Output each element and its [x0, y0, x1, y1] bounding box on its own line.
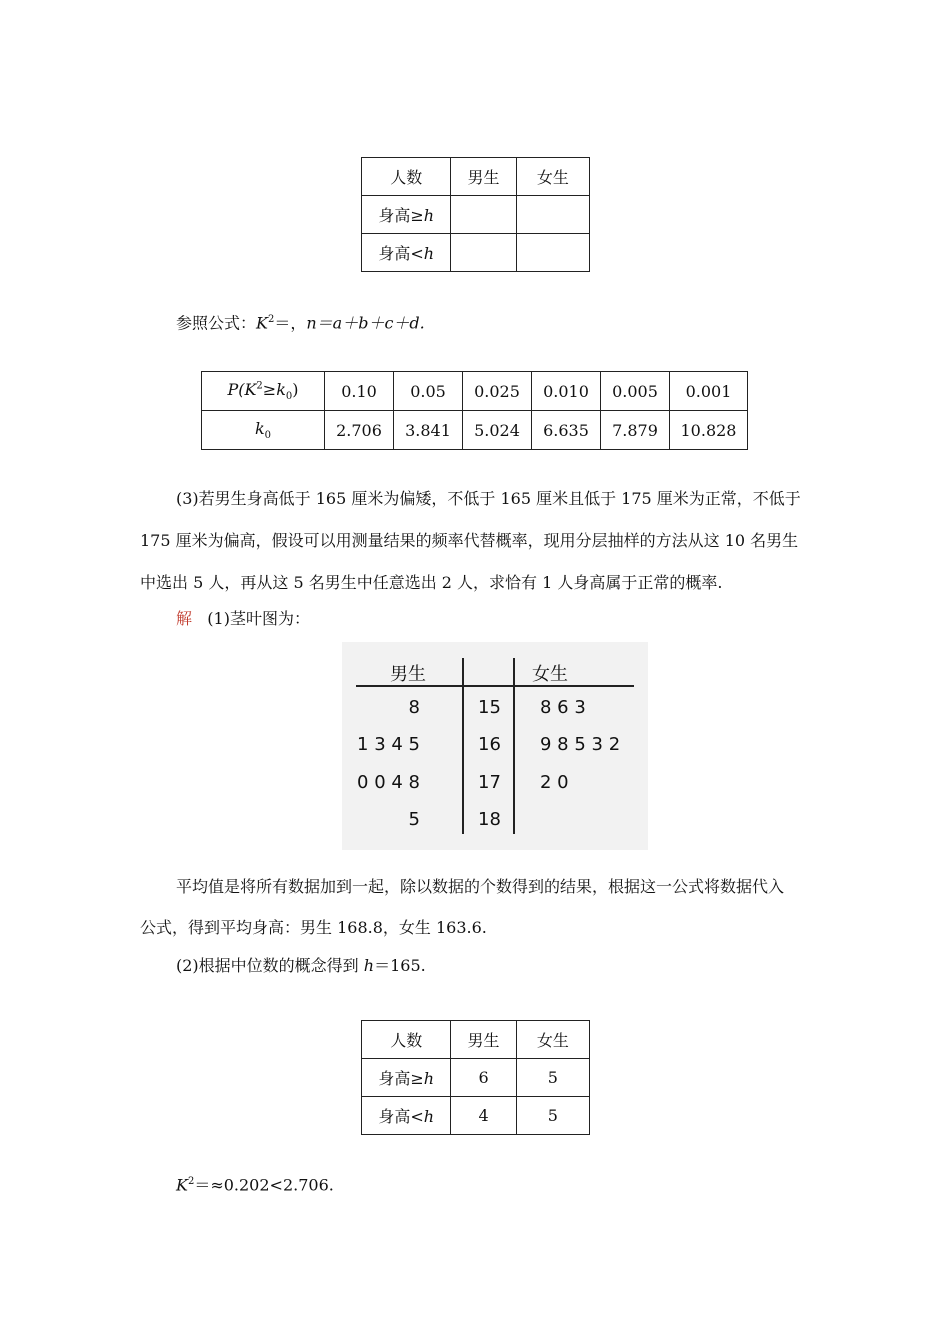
table-cell: 2.706 — [325, 411, 394, 450]
table-row-label: 身高≥h — [362, 1059, 451, 1097]
table-header: 女生 — [516, 158, 589, 196]
table-cell — [451, 234, 516, 272]
stem-leaf-right-leaves: 9 8 5 3 2 — [540, 734, 621, 755]
table-cell: 4 — [451, 1097, 516, 1135]
contingency-table-filled — [361, 1020, 590, 1135]
stem-leaf-left-leaves: 5 — [408, 809, 420, 830]
solution-label: 解 — [176, 609, 193, 628]
table-cell: 0.005 — [601, 372, 670, 411]
table-cell: 5 — [516, 1059, 589, 1097]
table-cell: 0.10 — [325, 372, 394, 411]
table-cell: 3.841 — [394, 411, 463, 450]
problem-3-line-1: (3)若男生身高低于 165 厘米为偏矮，不低于 165 厘米且低于 175 厘米为正常，不低于 — [176, 489, 801, 508]
stem-leaf-left-leaves: 8 — [408, 697, 420, 718]
stem-leaf-right-leaves: 2 0 — [540, 772, 569, 793]
table-cell: 5.024 — [463, 411, 532, 450]
contingency-table-empty — [361, 157, 590, 272]
table-cell: 5 — [516, 1097, 589, 1135]
table-row-label: 身高≥h — [362, 196, 451, 234]
stem-leaf-stem: 18 — [478, 809, 501, 830]
table-cell: 6.635 — [532, 411, 601, 450]
table-cell — [516, 234, 589, 272]
stem-leaf-left-divider — [462, 658, 464, 834]
solution-intro: 解 (1)茎叶图为： — [176, 609, 310, 628]
table-cell: 6 — [451, 1059, 516, 1097]
table-cell: 0.010 — [532, 372, 601, 411]
stem-leaf-stem: 15 — [478, 697, 501, 718]
chi-square-result: $K^2=\approx 0.202<2.706$. — [176, 1175, 334, 1195]
part-2-median: (2)根据中位数的概念得到 h＝165. — [176, 956, 426, 975]
stem-leaf-right-divider — [513, 658, 515, 834]
table-row-label: 身高<h — [362, 234, 451, 272]
stem-leaf-stem: 17 — [478, 772, 501, 793]
stem-leaf-left-leaves: 1 3 4 5 — [357, 734, 420, 755]
mean-line-1: 平均值是将所有数据加到一起，除以数据的个数得到的结果，根据这一公式将数据代入 — [176, 877, 785, 896]
stem-leaf-right-header: 女生 — [532, 664, 568, 685]
reference-formula: 参照公式：$K^2=$，n＝a＋b＋c＋d. — [176, 313, 425, 333]
table-cell — [516, 196, 589, 234]
stem-leaf-stem: 16 — [478, 734, 501, 755]
table-header: 女生 — [516, 1021, 589, 1059]
table-cell: 0.05 — [394, 372, 463, 411]
critical-value-table — [201, 371, 748, 450]
table-header: 人数 — [362, 1021, 451, 1059]
problem-3-line-3: 中选出 5 人，再从这 5 名男生中任意选出 2 人，求恰有 1 人身高属于正常的概率. — [140, 573, 723, 592]
table-cell: 7.879 — [601, 411, 670, 450]
problem-3-line-2: 175 厘米为偏高，假设可以用测量结果的频率代替概率，现用分层抽样的方法从这 10 名男生 — [140, 531, 799, 550]
stem-leaf-right-leaves: 8 6 3 — [540, 697, 586, 718]
mean-line-2: 公式，得到平均身高：男生 168.8，女生 163.6. — [140, 918, 487, 937]
table-row-label: $k_0$ — [202, 411, 325, 450]
table-cell: 0.025 — [463, 372, 532, 411]
stem-leaf-header-divider — [356, 685, 634, 687]
stem-leaf-left-header: 男生 — [390, 664, 426, 685]
table-row-label: 身高<h — [362, 1097, 451, 1135]
table-header: 人数 — [362, 158, 451, 196]
table-header: 男生 — [451, 1021, 516, 1059]
table-header: 男生 — [451, 158, 516, 196]
table-cell: 10.828 — [670, 411, 748, 450]
table-cell: 0.001 — [670, 372, 748, 411]
stem-leaf-left-leaves: 0 0 4 8 — [357, 772, 420, 793]
table-row-label: $P(K^2\ge k_0)$ — [202, 372, 325, 411]
stem-leaf-plot — [342, 642, 648, 850]
table-cell — [451, 196, 516, 234]
